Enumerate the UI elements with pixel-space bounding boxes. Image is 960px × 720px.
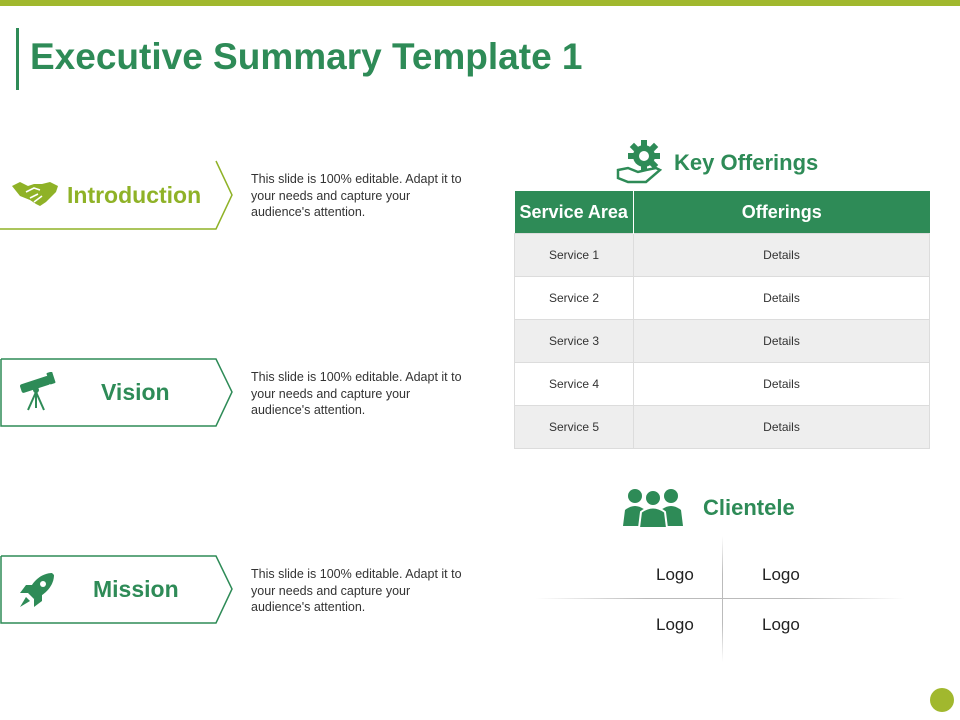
key-offerings-title: Key Offerings (674, 150, 819, 175)
client-logo-placeholder: Logo (656, 615, 694, 634)
people-group-icon (622, 486, 684, 533)
service-cell: Service 5 (515, 406, 634, 449)
corner-accent-dot (930, 688, 954, 712)
key-offerings-table (514, 191, 930, 449)
page-title: Executive Summary Template 1 (30, 36, 583, 77)
client-logo-placeholder: Logo (762, 565, 800, 584)
offering-cell: Details (634, 277, 930, 320)
mission-label: Mission (93, 576, 179, 602)
introduction-label: Introduction (67, 182, 202, 208)
mission-description: This slide is 100% editable. Adapt it to your needs and capture your audience's attention. (251, 567, 462, 614)
table-header-service-area: Service Area (515, 191, 634, 234)
client-logo-placeholder: Logo (762, 615, 800, 634)
table-header-row (515, 191, 930, 234)
service-cell: Service 2 (515, 277, 634, 320)
offering-cell: Details (634, 406, 930, 449)
offering-cell: Details (634, 320, 930, 363)
offering-cell: Details (634, 363, 930, 406)
table-row (515, 234, 930, 277)
vision-description: This slide is 100% editable. Adapt it to your needs and capture your audience's attention. (251, 370, 462, 417)
clientele-title: Clientele (703, 495, 795, 520)
mission-banner (0, 555, 235, 625)
gear-hand-icon (616, 140, 662, 184)
offering-cell: Details (634, 234, 930, 277)
table-row (515, 363, 930, 406)
service-cell: Service 4 (515, 363, 634, 406)
vision-banner (0, 358, 235, 428)
table-header-offerings: Offerings (634, 191, 930, 234)
vision-label: Vision (101, 379, 170, 405)
introduction-banner (0, 160, 235, 230)
service-cell: Service 3 (515, 320, 634, 363)
title-accent-line (16, 28, 19, 90)
client-logo-placeholder: Logo (656, 565, 694, 584)
top-accent-bar (0, 0, 960, 6)
table-row (515, 406, 930, 449)
table-row (515, 277, 930, 320)
service-cell: Service 1 (515, 234, 634, 277)
clientele-vertical-divider (722, 536, 723, 662)
clientele-horizontal-divider (535, 598, 905, 599)
table-row (515, 320, 930, 363)
introduction-description: This slide is 100% editable. Adapt it to your needs and capture your audience's attention. (251, 172, 462, 219)
